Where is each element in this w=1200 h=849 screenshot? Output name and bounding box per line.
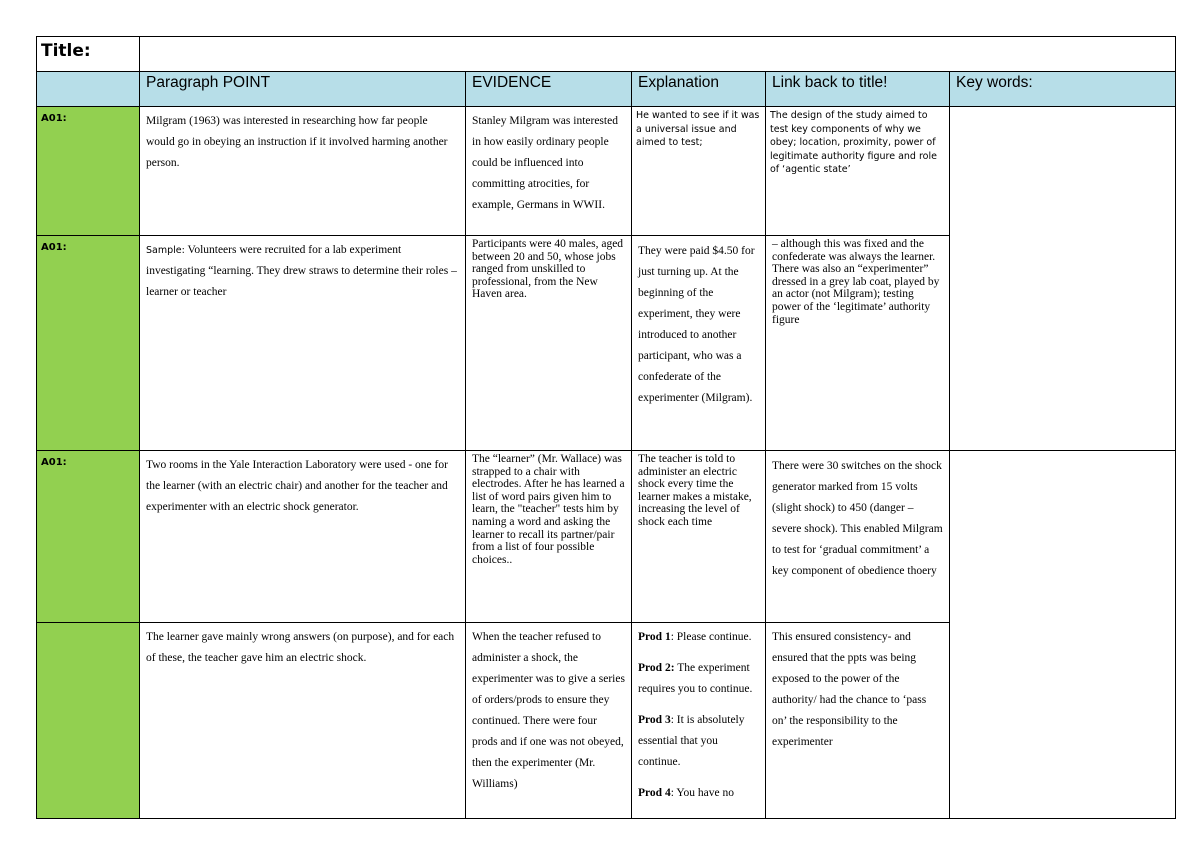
header-explanation: Explanation — [632, 72, 766, 107]
row-label-cell — [37, 236, 140, 451]
explanation-text: He wanted to see if it was a universal issue and aimed to test; — [636, 110, 760, 148]
point-cell[interactable] — [140, 451, 466, 623]
link-cell[interactable] — [766, 236, 950, 451]
row-label-cell — [37, 107, 140, 236]
evidence-text: Participants were 40 males, aged between 20 and 50, whose jobs ranged from unskilled to professional, from the New Haven area. — [472, 238, 624, 301]
prod-text: : It is absolutely essential that you continue. — [638, 714, 745, 768]
point-body: Volunteers were recruited for a lab experiment investigating “learning. They drew straws to determine their roles – learner or teacher — [146, 244, 457, 298]
header-link: Link back to title! — [766, 72, 950, 107]
prods-list — [632, 623, 765, 818]
link-cell[interactable] — [766, 107, 950, 236]
title-label: Title: — [37, 37, 140, 72]
row-label: A01: — [41, 242, 67, 253]
prod-text: : You have no — [670, 787, 734, 799]
header-blank — [37, 72, 140, 107]
evidence-text: When the teacher refused to administer a shock, the experimenter was to give a series of orders/prods to ensure they continued. There were four prods and if one was not obeyed, then the experimenter (Mr. Williams) — [472, 631, 625, 790]
link-text: This ensured consistency- and ensured that the ppts was being exposed to the power of the authority/ had the chance to ‘pass on’ the responsibility to the experimenter — [772, 631, 927, 748]
title-field[interactable] — [140, 37, 1176, 72]
sample-prefix: Sample: — [146, 245, 185, 256]
table-row — [37, 107, 1176, 236]
point-cell[interactable] — [140, 623, 466, 819]
point-text: Two rooms in the Yale Interaction Laboratory were used - one for the learner (with an electric chair) and another for the teacher and experimenter with an electric shock generator. — [146, 459, 448, 513]
evidence-cell[interactable] — [466, 451, 632, 623]
header-keywords: Key words: — [950, 72, 1176, 107]
point-text: Milgram (1963) was interested in researching how far people would go in obeying an instruction if it involved harming another person. — [146, 115, 448, 169]
explanation-text: The teacher is told to administer an electric shock every time the learner makes a mistake, increasing the level of shock each time — [638, 453, 752, 528]
prod-item — [638, 658, 759, 700]
explanation-cell[interactable] — [632, 107, 766, 236]
row-label: A01: — [41, 113, 67, 124]
table-row — [37, 451, 1176, 623]
row-label — [37, 623, 139, 635]
explanation-text: They were paid $4.50 for just turning up. At the beginning of the experiment, they were introduced to another participant, who was a confederate of the experimenter (Milgram). — [638, 245, 755, 404]
header-row — [37, 72, 1176, 107]
prod-item — [638, 783, 759, 804]
evidence-text: The “learner” (Mr. Wallace) was strapped to a chair with electrodes. After he has learned a list of word pairs given him to learn, the "teacher" tests him by naming a word and asking the learner to recall its partner/pair from a list of four possible choices.. — [472, 453, 625, 566]
prod-item — [638, 627, 759, 648]
title-row — [37, 37, 1176, 72]
header-evidence: EVIDENCE — [466, 72, 632, 107]
link-text: There were 30 switches on the shock generator marked from 15 volts (slight shock) to 450 (danger – severe shock). This enabled Milgram to test for ‘gradual commitment’ a key component of obedience thoery — [772, 460, 943, 577]
prod-label: Prod 2: — [638, 662, 675, 674]
link-text: – although this was fixed and the confederate was always the learner. There was also an “experimenter” dressed in a grey lab coat, played by an actor (not Milgram); testing power of the ‘legitimate’ authority figure — [772, 238, 940, 326]
point-text: The learner gave mainly wrong answers (on purpose), and for each of these, the teacher gave him an electric shock. — [146, 631, 455, 664]
keywords-cell[interactable] — [950, 107, 1176, 451]
point-text — [140, 236, 465, 307]
point-cell[interactable] — [140, 107, 466, 236]
evidence-cell[interactable] — [466, 623, 632, 819]
prod-label: Prod 1 — [638, 631, 671, 643]
row-label: A01: — [41, 457, 67, 468]
link-text: The design of the study aimed to test key components of why we obey; location, proximity, power of legitimate authority figure and role of ‘agentic state’ — [770, 110, 937, 175]
prod-item — [638, 710, 759, 773]
essay-plan-table — [36, 36, 1176, 819]
point-cell[interactable] — [140, 236, 466, 451]
prod-text: The experiment requires you to continue. — [638, 662, 753, 695]
evidence-text: Stanley Milgram was interested in how easily ordinary people could be influenced into committing atrocities, for example, Germans in WWII. — [472, 115, 618, 211]
header-point: Paragraph POINT — [140, 72, 466, 107]
prod-text: : Please continue. — [670, 631, 752, 643]
link-cell[interactable] — [766, 623, 950, 819]
link-cell[interactable] — [766, 451, 950, 623]
evidence-cell[interactable] — [466, 236, 632, 451]
prod-label: Prod 3 — [638, 714, 671, 726]
row-label-cell — [37, 623, 140, 819]
evidence-cell[interactable] — [466, 107, 632, 236]
prod-label: Prod 4 — [638, 787, 671, 799]
explanation-cell[interactable] — [632, 451, 766, 623]
explanation-cell[interactable] — [632, 623, 766, 819]
keywords-cell[interactable] — [950, 451, 1176, 819]
row-label-cell — [37, 451, 140, 623]
explanation-cell[interactable] — [632, 236, 766, 451]
